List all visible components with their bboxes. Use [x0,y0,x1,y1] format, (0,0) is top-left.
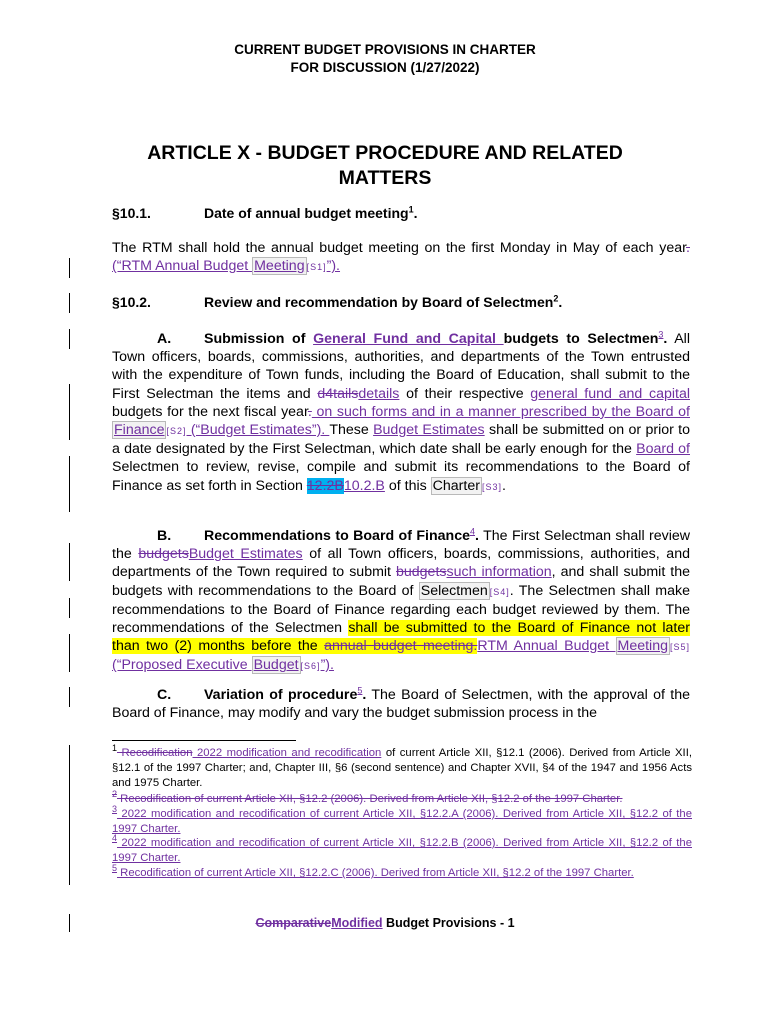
change-bar [69,456,70,512]
subsection-label: C. [157,687,172,703]
footnote-3: $^3$ 2022 modification and recodification of current Article XII, §12.2.A (2006). Derived from Article XII, §12.2 of the 1997 Charter. [112,804,692,835]
footnote-ref[interactable]: 2 [553,293,559,304]
section-10-1-heading: §10.1. Date of annual budget meeting$^1$. [112,204,418,221]
comment-marker[interactable]: [S3] [481,481,502,492]
inserted-text: ”). [320,657,334,674]
subsection-label: B. [157,528,172,544]
footnote-ref[interactable]: 4 [469,526,475,537]
deleted-text: . [686,240,690,256]
deleted-text: Recodification of current Article XII, §12.2 (2006). Derived from Article XII, §12.2 of the 1997 Charter. [117,793,623,805]
inserted-text: Recodification of current Article XII, §12.2.C (2006). Derived from Article XII, §12.2 of the 1997 Charter. [117,867,634,879]
deleted-text: . [307,403,312,420]
change-bar [69,598,70,618]
inserted-text: details [358,385,400,402]
inserted-text: Budget [253,657,299,674]
article-title-line-2: MATTERS [338,167,432,189]
inserted-text: General Fund and Capital [313,331,504,347]
subsection-c-paragraph: C. Variation of procedure$^5$. The Board of Selectmen, with the approval of the Board of Finance, may modify and vary the budget submission process in the [112,685,690,722]
inserted-text: such information [446,564,552,581]
deleted-text: Comparative [255,916,332,930]
inserted-text: Meeting [254,258,305,275]
footnote-2: $^2$ Recodification of current Article XII, §12.2 (2006). Derived from Article XII, §12.2 of the 1997 Charter. [112,789,623,805]
footnote-4: $^4$ 2022 modification and recodification of current Article XII, §12.2.B (2006). Derived from Article XII, §12.2 of the 1997 Charter. [112,833,692,864]
comment-marker[interactable]: [S4] [489,586,510,597]
change-bar [69,543,70,581]
comment-marker[interactable]: [S6] [300,661,321,672]
header-line-2: FOR DISCUSSION (1/27/2022) [290,60,480,75]
section-10-1-body: The RTM shall hold the annual budget meeting on the first Monday in May of each year. (“RTM Annual Budget Meeting [S1]”). [112,240,690,275]
inserted-text: (“Budget Estimates”). [186,422,330,439]
change-bar [69,745,70,885]
deleted-text: Recodification [117,747,193,759]
footnote-separator [112,740,296,741]
change-bar [69,634,70,672]
change-bar [69,329,70,349]
inserted-text: (“Proposed Executive [112,657,252,674]
deleted-text: budgets [138,546,189,563]
section-number: §10.2. [112,294,151,310]
inserted-text: 2022 modification and recodification of current Article XII, §12.2.B (2006). Derived from Article XII, §12.2 of the 1997 Charter. [112,837,692,864]
inserted-text: Budget Estimates [373,422,485,439]
subsection-label: A. [157,331,172,347]
inserted-text: Modified [331,916,383,930]
inserted-text: 2022 modification and recodification [192,747,382,759]
footnote-ref[interactable]: 5 [357,685,363,696]
section-10-2-heading: §10.2. Review and recommendation by Board of Selectmen$^2$. [112,293,563,310]
comment-marker[interactable]: [S1] [306,262,327,273]
inserted-text: Board of [636,441,690,458]
deleted-text: d4tails [317,385,359,402]
footnote-ref[interactable]: 3 [658,329,664,340]
inserted-text: (“RTM Annual Budget [112,258,253,275]
highlighted-text: shall be submitted to the Board of Finance not later than two (2) months before the [112,620,690,655]
change-bar [69,258,70,278]
inserted-text: Budget Estimates [188,546,303,563]
article-title-line-1: ARTICLE X - BUDGET PROCEDURE AND RELATED [147,142,623,164]
footnote-ref[interactable]: 1 [408,204,414,215]
footnote-5: $^5$ Recodification of current Article XII, §12.2.C (2006). Derived from Article XII, §12.2 of the 1997 Charter. [112,863,634,879]
change-bar [69,293,70,313]
inserted-text: Meeting [617,638,668,655]
subsection-a-paragraph: A. Submission of General Fund and Capital budgets to Selectmen$^3$. All Town officers, boards, commissions, authorities, and departments of the Town entrusted with the expenditure of Town funds, including the Board of Education, shall submit to the First Selectman the items and d4tailsdetails of their respective general fund and capital budgets for the next fiscal year. on such forms and in a manner prescribed by the Board of Finance [S2] (“Budget Estimates”). These Budget Estimates shall be submitted on or prior to a date designated by the First Selectman, which date shall be early enough for the Board of Selectmen to review, revise, compile and submit its recommendations to the Board of Finance as set forth in Section 12.2B10.2.B of this Charter [S3]. [112,329,690,494]
deleted-text: 12.2B [306,477,344,494]
inserted-text: 10.2.B [343,477,385,494]
change-bar [69,384,70,440]
header-line-1: CURRENT BUDGET PROVISIONS IN CHARTER [234,42,536,57]
footnote-1: $^1$ Recodification 2022 modification and recodification of current Article XII, §12.1 (2006). Derived from Article XII, §12.1 of the 1997 Charter; and, Chapter III, §6 (second sentence) and Chapter XVII, §4 of the 1947 and 1956 Acts and 1975 Charter. [112,743,692,789]
change-bar [69,687,70,707]
inserted-text: ”). [326,258,341,275]
comment-marker[interactable]: [S2] [166,426,187,437]
subsection-b-paragraph: B. Recommendations to Board of Finance$^4$. The First Selectman shall review the budgetsBudget Estimates of all Town officers, boards, commissions, authorities, and departments of the Town required to submit budgetssuch information, and shall submit the budgets with recommendations to the Board of Selectmen [S4]. The Selectmen shall make recommendations to the Board of Finance regarding each budget reviewed by them. The recommendations of the Selectmen shall be submitted to the Board of Finance not later than two (2) months before the annual budget meeting.RTM Annual Budget Meeting [S5] (“Proposed Executive Budget [S6]”). [112,526,691,674]
inserted-text: Finance [114,422,165,439]
section-title: Review and recommendation by Board of Selectmen [204,294,554,310]
inserted-text: RTM Annual Budget [477,638,616,655]
section-number: §10.1. [112,205,151,221]
deleted-text: budgets [396,564,447,581]
comment-marker[interactable]: [S5] [669,642,690,653]
page-footer: ComparativeModified Budget Provisions - 1 [255,916,515,930]
inserted-text: on such forms and in a manner prescribed by the Board of [311,403,690,420]
inserted-text: 2022 modification and recodification of current Article XII, §12.2.A (2006). Derived from Article XII, §12.2 of the 1997 Charter. [112,808,692,835]
section-title: Date of annual budget meeting [204,205,409,221]
inserted-text: general fund and capital [530,385,690,402]
deleted-text: annual budget meeting. [324,638,478,655]
